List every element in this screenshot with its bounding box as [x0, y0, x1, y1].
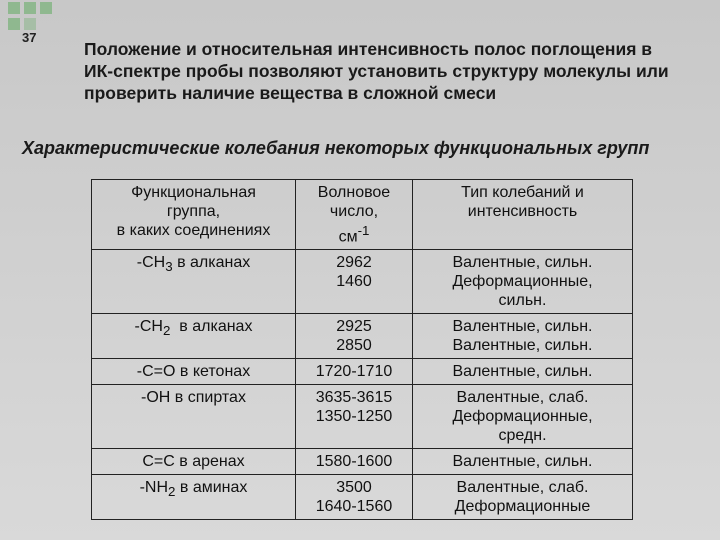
table-header-row	[92, 180, 633, 250]
group-formula: -NH	[139, 479, 169, 497]
row-group: C=C в аренах	[92, 449, 296, 475]
group-formula: -CH	[134, 318, 163, 336]
row-group: -OH в спиртах	[92, 385, 296, 449]
table-title: Характеристические колебания некоторых функциональных групп	[22, 138, 650, 158]
corner-decoration	[0, 0, 80, 40]
slide-number: 37	[22, 30, 37, 45]
row-group	[92, 314, 296, 359]
group-formula: -CH	[136, 254, 166, 272]
group-compound: в аминах	[175, 479, 248, 497]
header-group: Функциональная группа, в каких соединениях	[92, 180, 296, 250]
ir-table	[91, 179, 633, 520]
slide-heading: Положение и относительная интенсивность полос поглощения в ИК-спектре пробы позволяют установить структуру молекулы или проверить наличие вещества в сложной смеси	[84, 39, 669, 103]
table-row	[92, 250, 633, 314]
header-type: Тип колебаний и интенсивность	[413, 180, 633, 250]
row-group	[92, 475, 296, 520]
table-row	[92, 314, 633, 359]
row-wavenumber: 1580-1600	[296, 449, 413, 475]
row-type: Валентные, сильн.	[413, 359, 633, 385]
row-wavenumber: 2925 2850	[296, 314, 413, 359]
group-compound: в алканах	[172, 254, 251, 272]
header-wavenumber	[296, 180, 413, 250]
row-type: Валентные, слаб. Деформационные	[413, 475, 633, 520]
header-wavenumber-sup: -1	[357, 223, 370, 238]
row-type: Валентные, слаб. Деформационные, средн.	[413, 385, 633, 449]
row-wavenumber: 3500 1640-1560	[296, 475, 413, 520]
group-compound: в алканах	[170, 318, 253, 336]
row-wavenumber: 2962 1460	[296, 250, 413, 314]
table-row	[92, 449, 633, 475]
row-type: Валентные, сильн.	[413, 449, 633, 475]
header-wavenumber-text: Волновое число, см	[317, 184, 391, 246]
row-type: Валентные, сильн. Деформационные, сильн.	[413, 250, 633, 314]
row-group: -C=O в кетонах	[92, 359, 296, 385]
table-row	[92, 475, 633, 520]
group-subscript: 2	[168, 484, 176, 500]
group-subscript: 2	[162, 323, 171, 339]
group-subscript: 3	[165, 259, 173, 275]
table-row	[92, 385, 633, 449]
row-type: Валентные, сильн. Валентные, сильн.	[413, 314, 633, 359]
row-group	[92, 250, 296, 314]
row-wavenumber: 3635-3615 1350-1250	[296, 385, 413, 449]
row-wavenumber: 1720-1710	[296, 359, 413, 385]
table-row	[92, 359, 633, 385]
